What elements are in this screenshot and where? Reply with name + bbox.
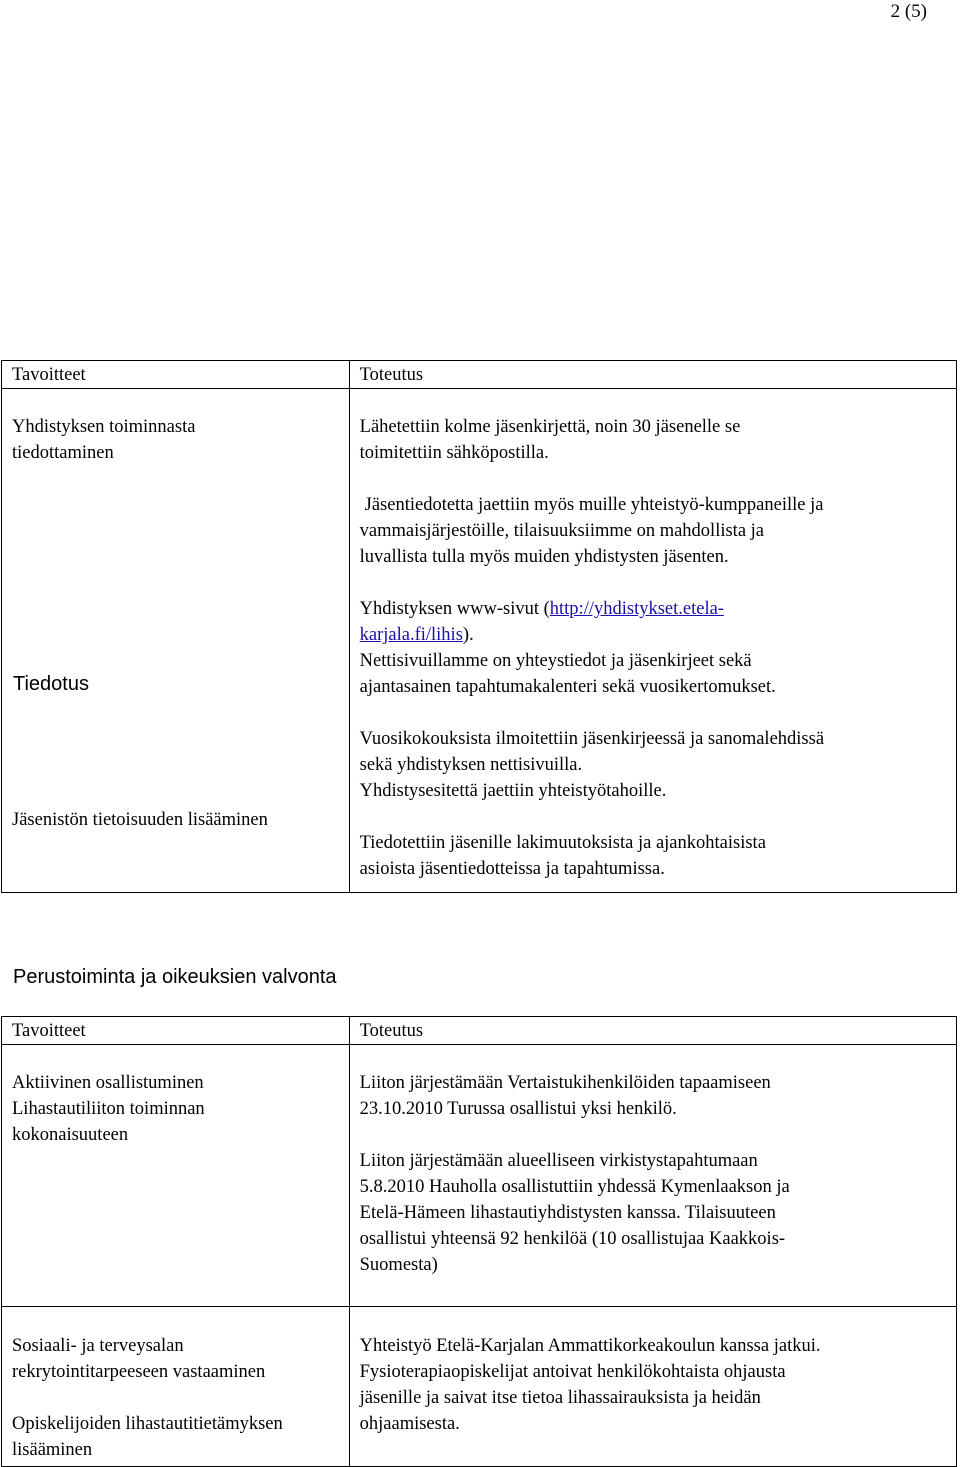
paragraph: Tiedotettiin jäsenille lakimuutoksista ja ajankohtaisista asioista jäsentiedotteissa ja tapahtumissa. — [359, 833, 766, 879]
paragraph: Liiton järjestämään alueelliseen virkistystapahtumaan 5.8.2010 Hauholla osallistuttiin yhdessä Kymenlaakson ja Etelä-Hämeen lihastautiyhdistysten kanssa. Tilaisuuteen osallistui yhteensä 92 henkilöä (10 osallistujaa Kaakkois- Suomesta) — [359, 1151, 790, 1275]
paragraph: Lähetettiin kolme jäsenkirjettä, noin 30 jäsenelle se toimitettiin sähköpostilla. — [359, 417, 741, 463]
header-goals: Tavoitteet — [2, 1017, 350, 1045]
goals-cell — [2, 1307, 350, 1467]
paragraph: Vuosikokouksista ilmoitettiin jäsenkirjeessä ja sanomalehdissä sekä yhdistyksen nettisivuilla. Yhdistysesitettä jaettiin yhteistyötahoille. — [359, 729, 825, 801]
implementation-cell — [349, 1045, 956, 1307]
goal-text: Sosiaali- ja terveysalan rekrytointitarpeeseen vastaaminen — [12, 1336, 266, 1382]
implementation-cell — [349, 389, 956, 893]
table-row — [2, 1307, 957, 1467]
implementation-cell: Yhteistyö Etelä-Karjalan Ammattikorkeakoulun kanssa jatkui. Fysioterapiaopiskelijat antoivat henkilökohtaista ohjausta jäsenille ja saivat itse tietoa lihassairauksista ja heidän ohjaamisesta. — [349, 1307, 956, 1467]
paragraph: Liiton järjestämään Vertaistukihenkilöiden tapaamiseen 23.10.2010 Turussa osallistui yksi henkilö. — [359, 1073, 771, 1119]
paragraph: Yhdistyksen www-sivut (http://yhdistykset.etela- karjala.fi/lihis). Nettisivuillamme on yhteystiedot ja jäsenkirjeet sekä ajantasainen tapahtumakalenteri sekä vuosikertomukset. — [359, 599, 776, 697]
header-implementation: Toteutus — [349, 1017, 956, 1045]
website-link[interactable]: http://yhdistykset.etela- — [549, 599, 724, 619]
table-header-row — [2, 361, 957, 389]
table-row — [2, 1045, 957, 1307]
goal-text: Yhdistyksen toiminnasta tiedottaminen — [12, 417, 196, 463]
goal-text: Opiskelijoiden lihastautitietämyksen lisääminen — [12, 1414, 283, 1460]
section-title-perustoiminta: Perustoiminta ja oikeuksien valvonta — [13, 966, 337, 988]
table-header-row — [2, 1017, 957, 1045]
table-row — [2, 389, 957, 893]
header-implementation: Toteutus — [349, 361, 956, 389]
perustoiminta-table — [1, 1016, 957, 1467]
goal-text: Jäsenistön tietoisuuden lisääminen — [12, 810, 268, 830]
website-link[interactable]: karjala.fi/lihis — [359, 625, 463, 645]
section-title-tiedotus: Tiedotus — [13, 673, 89, 695]
paragraph: Jäsentiedotetta jaettiin myös muille yhteistyö-kumppaneille ja vammaisjärjestöille, tilaisuuksiimme on mahdollista ja luvallista tulla myös muiden yhdistysten jäsenten. — [359, 495, 824, 567]
goals-cell — [2, 389, 350, 893]
header-goals: Tavoitteet — [2, 361, 350, 389]
goals-cell: Aktiivinen osallistuminen Lihastautiliiton toiminnan kokonaisuuteen — [2, 1045, 350, 1307]
tiedotus-table — [1, 360, 957, 893]
page-number: 2 (5) — [890, 1, 927, 22]
